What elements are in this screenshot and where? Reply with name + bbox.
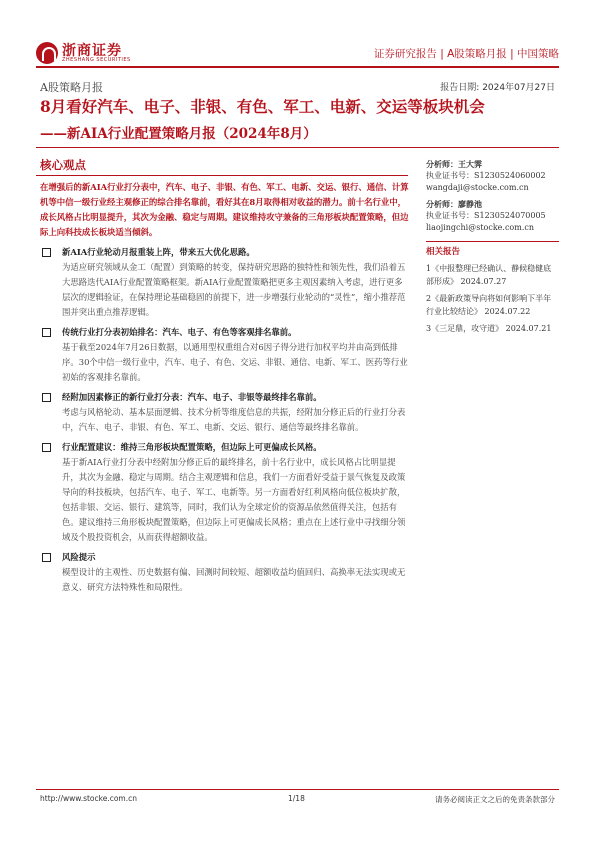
section-heading-text: 风险提示 [62, 552, 96, 562]
sidebar-divider [426, 241, 559, 242]
analyst-block-1 [426, 158, 559, 194]
section-4 [40, 440, 410, 545]
page-number: 1/18 [288, 794, 305, 803]
footer-website[interactable]: http://www.stocke.com.cn [40, 794, 137, 803]
section-heading-text: 传统行业打分表初始排名：汽车、电子、有色等客观排名靠前。 [62, 327, 297, 337]
report-date: 报告日期: 2024年07月27日 [440, 83, 555, 93]
section-heading [40, 325, 410, 340]
section-body: 基于新AIA行业打分表中经附加分修正后的最终排名，前十名行业中，成长风格占比明显提升，其次为金融、稳定与周期。结合主观逻辑和信息，我们一方面看好受益于景气恢复及政策导向的科技板块，包括汽车、电子、军工、电新等。另一方面看好红利风格向低位板块扩散，包括非银、交运、银行、建筑等，同时，我们认为全球定价的资源品依然值得关注，包括有色。建议维持三角形板块配置策略，但边际上可更偏成长风格；重点在上述行业中寻找细分领域及个股投资机会，从而获得超额收益。 [62, 457, 406, 542]
logo-mark-icon [36, 42, 58, 64]
footer-disclaimer: 请务必阅读正文之后的免责条款部分 [435, 795, 555, 804]
main-content [40, 180, 410, 595]
section-body: 模型设计的主观性、历史数据有偏、回测时间较短、超额收益均值回归、高换率无法实现或无意义、研究方法特殊性和局限性。 [62, 567, 406, 592]
logo-text-en: ZHESHANG SECURITIES [62, 57, 131, 63]
related-reports [426, 246, 559, 335]
analyst-email[interactable]: wangdaji@stocke.com.cn [426, 183, 529, 192]
checkbox-bullet-icon [42, 393, 51, 402]
footer-divider [36, 789, 559, 790]
checkbox-bullet-icon [42, 328, 51, 337]
section-heading-text: 新AIA行业轮动月报重装上阵，带来五大优化思路。 [62, 247, 255, 257]
related-report-item[interactable]: 2《最新政策导向将如何影响下半年行业比较结论》 2024.07.22 [426, 294, 552, 316]
core-view-heading: 核心观点 [40, 158, 86, 172]
analyst-cert: 执业证书号：S1230524070005 [426, 211, 546, 220]
section-2 [40, 325, 410, 385]
header-divider [36, 66, 559, 68]
section-heading-text: 经附加因素修正的新行业打分表：汽车、电子、非银等最终排名靠前。 [62, 392, 322, 402]
analyst-name: 分析师：廖静池 [426, 199, 482, 209]
section-body: 为适应研究领域从金工（配置）到策略的转变，保持研究思路的独特性和领先性，我们沿着五大思路迭代AIA行业配置策略框架。新AIA行业配置策略把更多主观因素纳入考虑，进行更多层次的逻辑验证，在保持理论基础稳固的前提下，进一步增强行业轮动的“灵性”，缩小推荐范围并突出重点推荐逻辑。 [62, 262, 406, 317]
section-body: 考虑与风格轮动、基本层面逻辑、技术分析等维度信息的共振，经附加分修正后的行业打分表中，汽车、电子、非银、有色、军工、电新、交运、银行、通信等最终排名靠前。 [62, 407, 406, 432]
report-title: 8月看好汽车、电子、非银、有色、军工、电新、交运等板块机会 [40, 97, 485, 116]
section-3 [40, 390, 410, 435]
section-heading [40, 440, 410, 455]
related-report-item[interactable]: 1《中报整理已经确认、静候稳健底部形成》 2024.07.27 [426, 264, 552, 286]
analyst-cert: 执业证书号：S1230524060002 [426, 171, 546, 180]
section-heading [40, 390, 410, 405]
checkbox-bullet-icon [42, 248, 51, 257]
section-heading [40, 245, 410, 260]
analyst-block-2 [426, 198, 559, 234]
section-heading [40, 550, 410, 565]
report-subtitle: ——新AIA行业配置策略月报（2024年8月） [40, 126, 317, 142]
header-category: 证券研究报告 | A股策略月报 | 中国策略 [373, 48, 559, 60]
related-reports-heading: 相关报告 [426, 247, 461, 257]
logo-text-cn: 浙商证券 [62, 43, 122, 59]
section-heading-text: 行业配置建议：维持三角形板块配置策略，但边际上可更偏成长风格。 [62, 442, 322, 452]
analyst-name: 分析师：王大霁 [426, 159, 482, 169]
section-5 [40, 550, 410, 595]
title-divider [36, 147, 559, 148]
checkbox-bullet-icon [42, 443, 51, 452]
analyst-email[interactable]: liaojingchi@stocke.com.cn [426, 223, 535, 232]
company-logo [36, 40, 156, 68]
section-1 [40, 245, 410, 320]
section-body: 基于截至2024年7月26日数据，以通用型权重组合对6因子得分进行加权平均并由高到低排序。30个中信一级行业中，汽车、电子、有色、交运、非银、通信、电新、军工、医药等行业初始的客观排名靠前。 [62, 342, 408, 382]
core-view-divider [36, 175, 408, 176]
report-type: A股策略月报 [40, 81, 103, 94]
checkbox-bullet-icon [42, 553, 51, 562]
related-report-item[interactable]: 3《三足鼎，攻守道》 2024.07.21 [426, 324, 552, 333]
lead-paragraph: 在增强后的新AIA行业打分表中，汽车、电子、非银、有色、军工、电新、交运、银行、通信、计算机等中信一级行业经主观修正的综合排名靠前，看好其在8月取得相对收益的潜力。前十名行业中，成长风格占比明显提升，其次为金融、稳定与周期。建议维持攻守兼备的三角形板块配置策略，但边际上向科技成长板块适当倾斜。 [40, 182, 409, 237]
